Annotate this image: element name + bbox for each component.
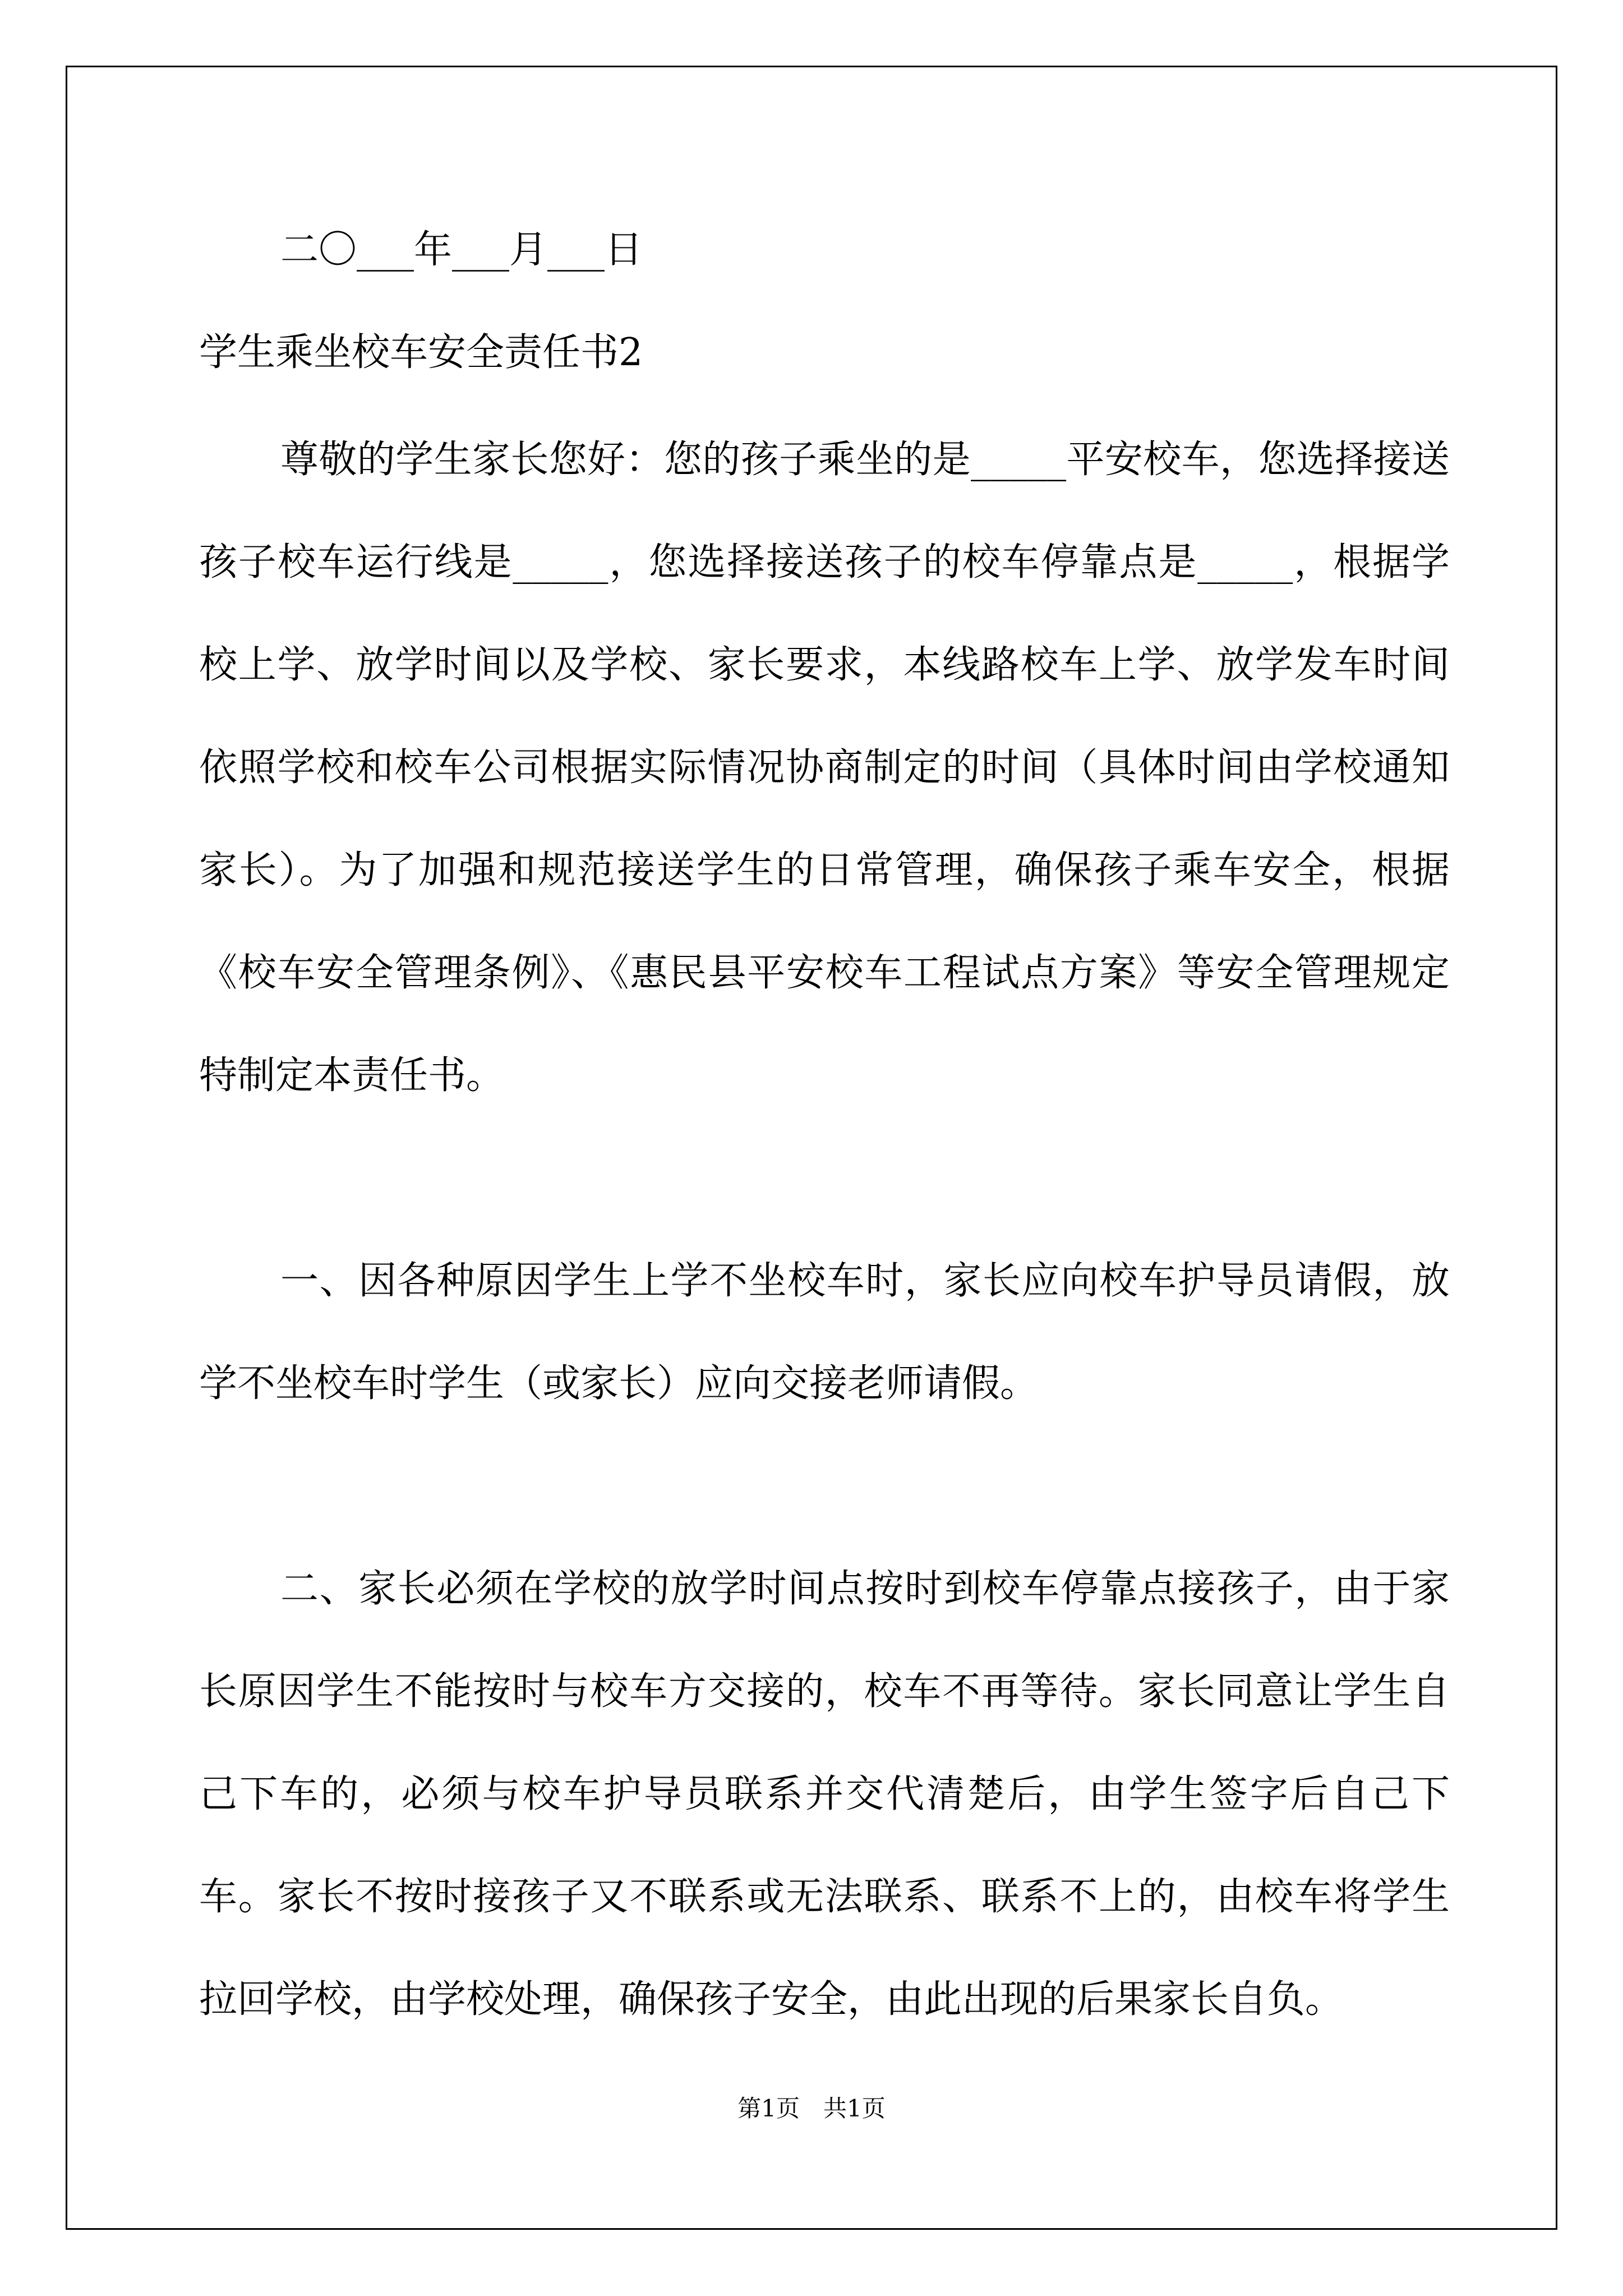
date-line: 二〇___年___月___日 <box>280 228 643 272</box>
page-footer: 第1页 共1页 <box>737 2095 886 2122</box>
paragraph-item-2: 二、家长必须在学校的放学时间点按时到校车停靠点接孩子，由于家长原因学生不能按时与校车方交接的，校车不再等待。家长同意让学生自己下车的，必须与校车护导员联系并交代清楚后，由学生签字后自己下车。家长不按时接孩子又不联系或无法联系、联系不上的，由校车将学生拉回学校，由学校处理，确保孩子安全，由此出现的后果家长自负。 <box>199 1567 1450 2022</box>
paragraph-intro: 尊敬的学生家长您好：您的孩子乘坐的是_____平安校车，您选择接送孩子校车运行线是_____，您选择接送孩子的校车停靠点是_____，根据学校上学、放学时间以及学校、家长要求，本线路校车上学、放学发车时间依照学校和校车公司根据实际情况协商制定的时间（具体时间由学校通知家长）。为了加强和规范接送学生的日常管理，确保孩子乘车安全，根据《校车安全管理条例》、《惠民县平安校车工程试点方案》等安全管理规定特制定本责任书。 <box>199 438 1450 1098</box>
paragraph-item-1: 一、因各种原因学生上学不坐校车时，家长应向校车护导员请假，放学不坐校车时学生（或家长）应向交接老师请假。 <box>199 1259 1450 1406</box>
document-title: 学生乘坐校车安全责任书2 <box>199 330 643 375</box>
